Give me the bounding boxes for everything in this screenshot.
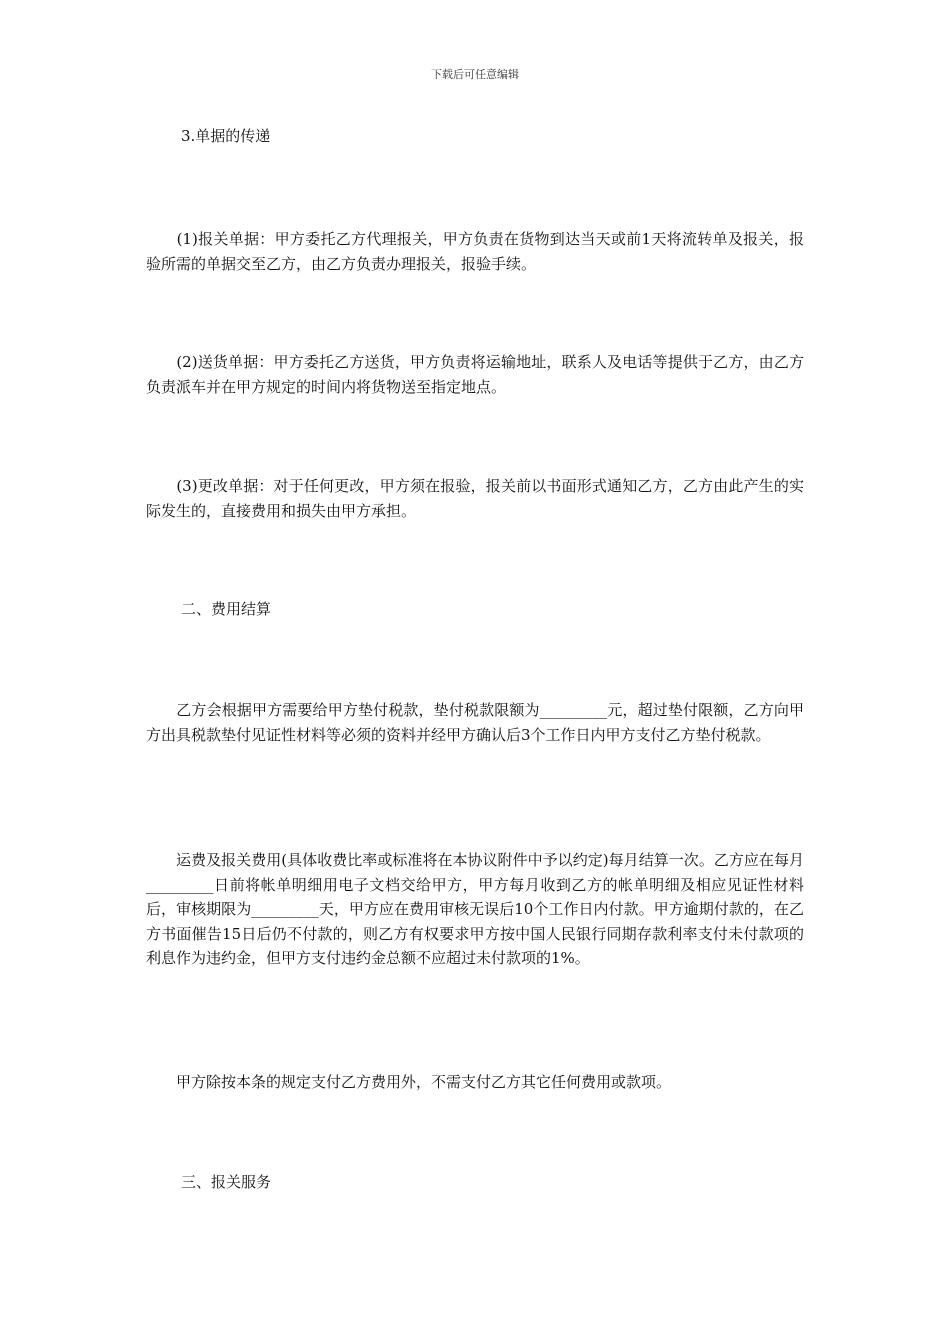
heading-customs-service: 三、报关服务 — [181, 1173, 272, 1191]
paragraph-freight-fees: 运费及报关费用(具体收费比率或标准将在本协议附件中予以约定)每月结算一次。乙方应在每月_________日前将帐单明细用电子文档交给甲方，甲方每月收到乙方的帐单明细及相应见证性材料后，审核期限为_________天，甲方应在费用审核无误后10个工作日内付款。甲方逾期付款的，在乙方书面催告15日后仍不付款的，则乙方有权要求甲方按中国人民银行同期存款利率支付未付款项的利息作为违约金，但甲方支付违约金总额不应超过未付款项的1%。 — [146, 851, 804, 967]
paragraph-no-other-fees: 甲方除按本条的规定支付乙方费用外，不需支付乙方其它任何费用或款项。 — [146, 1073, 672, 1091]
heading-fee-settlement: 二、费用结算 — [181, 600, 272, 618]
paragraph-customs-documents: (1)报关单据：甲方委托乙方代理报关，甲方负责在货物到达当天或前1天将流转单及报关，报验所需的单据交至乙方，由乙方负责办理报关，报验手续。 — [146, 230, 804, 273]
paragraph-delivery-documents: (2)送货单据：甲方委托乙方送货，甲方负责将运输地址，联系人及电话等提供于乙方，由乙方负责派车并在甲方规定的时间内将货物送至指定地点。 — [146, 353, 804, 396]
paragraph-change-documents: (3)更改单据：对于任何更改，甲方须在报验，报关前以书面形式通知乙方，乙方由此产生的实际发生的，直接费用和损失由甲方承担。 — [146, 477, 804, 520]
page-header: 下载后可任意编辑 — [431, 68, 519, 81]
paragraph-tax-advance: 乙方会根据甲方需要给甲方垫付税款，垫付税款限额为_________元，超过垫付限额，乙方向甲方出具税款垫付见证性材料等必须的资料并经甲方确认后3个工作日内甲方支付乙方垫付税款。 — [146, 701, 804, 744]
section-title-3: 3.单据的传递 — [181, 127, 271, 145]
